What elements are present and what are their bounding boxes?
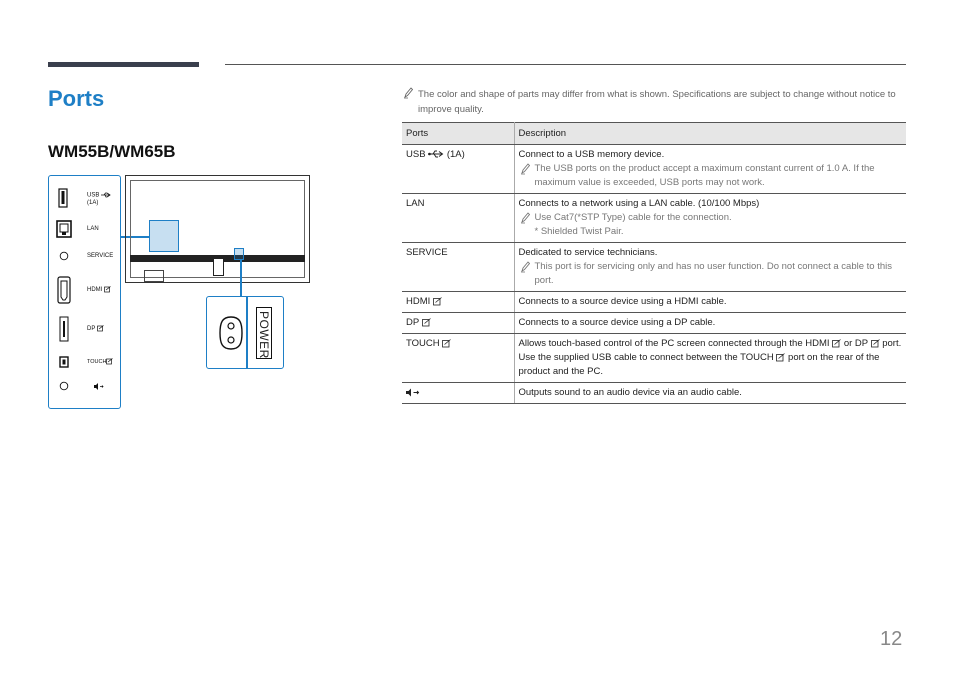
port-area-highlight xyxy=(149,220,179,252)
usb-symbol-icon xyxy=(101,192,111,198)
port-cell-touch: TOUCH xyxy=(402,334,514,383)
diagram-port-usb xyxy=(49,188,120,208)
touch-port-icon xyxy=(59,356,69,368)
pencil-note-icon xyxy=(403,87,413,99)
desc-cell-lan xyxy=(514,194,906,243)
port-cell-usb: USB (1A) xyxy=(402,145,514,194)
diagram-port-audio xyxy=(49,378,120,398)
header-accent-bar xyxy=(48,62,199,67)
audio-jack-icon xyxy=(59,381,69,391)
pencil-note-icon xyxy=(520,163,530,175)
monitor-bracket xyxy=(144,270,164,282)
audio-out-icon xyxy=(94,383,104,390)
port-cell-service: SERVICE xyxy=(402,243,514,292)
diagram-label-hdmi: HDMI xyxy=(87,286,111,294)
hdmi-port-icon xyxy=(57,276,71,304)
pencil-note-icon xyxy=(520,212,530,224)
diagram-label-service: SERVICE xyxy=(87,253,114,259)
usb-symbol-icon xyxy=(428,150,444,158)
desc-cell-audio xyxy=(514,383,906,404)
disclaimer-note xyxy=(403,87,903,117)
lan-port-icon xyxy=(56,220,72,238)
diagram-port-dp xyxy=(49,316,120,342)
audio-out-icon xyxy=(406,388,420,397)
diagram-port-touch xyxy=(49,354,120,374)
subnote-lan: Use Cat7(*STP Type) cable for the connection. * Shielded Twist Pair. xyxy=(519,211,903,239)
disclaimer-text: The color and shape of parts may differ from what is shown. Specifications are subject to change without notice to improve quality. xyxy=(418,89,896,115)
power-area-highlight xyxy=(234,248,244,260)
table-row-hdmi xyxy=(402,292,906,313)
touch-symbol-icon xyxy=(442,339,451,348)
header-rule xyxy=(225,64,906,65)
table-row-audio xyxy=(402,383,906,404)
model-title: WM55B/WM65B xyxy=(48,142,176,161)
power-label: POWER xyxy=(256,307,272,359)
table-row-dp xyxy=(402,313,906,334)
desc-cell-dp xyxy=(514,313,906,334)
service-port-icon xyxy=(59,251,69,261)
port-panel-diagram xyxy=(48,175,121,409)
desc-cell-usb xyxy=(514,145,906,194)
port-cell-hdmi: HDMI xyxy=(402,292,514,313)
hdmi-arc-symbol-icon xyxy=(104,286,111,293)
table-row-touch xyxy=(402,334,906,383)
desc-service: Dedicated to service technicians. xyxy=(518,247,658,258)
header-description: Description xyxy=(514,123,906,145)
table-row-service xyxy=(402,243,906,292)
desc-hdmi: Connects to a source device using a HDMI cable. xyxy=(518,296,727,307)
power-leader-vertical xyxy=(240,259,242,296)
desc-cell-hdmi xyxy=(514,292,906,313)
page-title: Ports xyxy=(48,86,105,111)
hdmi-arc-symbol-icon xyxy=(433,297,442,306)
pencil-note-icon xyxy=(520,261,530,273)
header-ports: Ports xyxy=(402,123,514,145)
dp-port-icon xyxy=(59,316,69,342)
page-number: 12 xyxy=(880,628,903,650)
touch-symbol-icon xyxy=(106,358,113,365)
diagram-port-lan xyxy=(49,220,120,240)
desc-audio: Outputs sound to an audio device via an audio cable. xyxy=(518,387,742,398)
desc-cell-service xyxy=(514,243,906,292)
dp-symbol-icon xyxy=(97,325,104,332)
subnote-service: This port is for servicing only and has no user function. Do not connect a cable to this port. xyxy=(519,260,903,288)
desc-usb: Connect to a USB memory device. xyxy=(518,149,665,160)
table-header-row xyxy=(402,123,906,145)
power-socket-icon xyxy=(218,315,244,351)
port-cell-audio xyxy=(402,383,514,404)
table-row-lan xyxy=(402,194,906,243)
diagram-label-touch: TOUCH xyxy=(87,358,113,366)
table-row-usb xyxy=(402,145,906,194)
power-port-diagram xyxy=(206,296,284,369)
diagram-label-lan: LAN xyxy=(87,226,99,232)
desc-lan: Connects to a network using a LAN cable. (10/100 Mbps) xyxy=(518,198,760,209)
ports-table xyxy=(402,122,906,404)
desc-dp: Connects to a source device using a DP cable. xyxy=(518,317,716,328)
diagram-port-service xyxy=(49,248,120,268)
monitor-rear-diagram xyxy=(125,175,310,283)
port-cell-dp: DP xyxy=(402,313,514,334)
subnote-usb: The USB ports on the product accept a maximum constant current of 1.0 A. If the maximum value is exceeded, USB ports may not work. xyxy=(519,162,903,190)
dp-symbol-icon xyxy=(422,318,431,327)
dp-symbol-icon xyxy=(871,339,880,348)
diagram-port-hdmi xyxy=(49,276,120,304)
monitor-stand-mount xyxy=(213,258,224,276)
port-cell-lan: LAN xyxy=(402,194,514,243)
diagram-label-dp: DP xyxy=(87,325,104,333)
diagram-label-usb: USB (1A) xyxy=(87,192,111,207)
usb-port-icon xyxy=(58,188,68,208)
hdmi-arc-symbol-icon xyxy=(832,339,841,348)
desc-touch: Allows touch-based control of the PC screen connected through the HDMI or DP port. Use the supplied USB cable to connect between the TOUCH port on the rear of the product and the PC. xyxy=(518,338,902,377)
power-box-divider xyxy=(246,297,248,368)
desc-cell-touch xyxy=(514,334,906,383)
